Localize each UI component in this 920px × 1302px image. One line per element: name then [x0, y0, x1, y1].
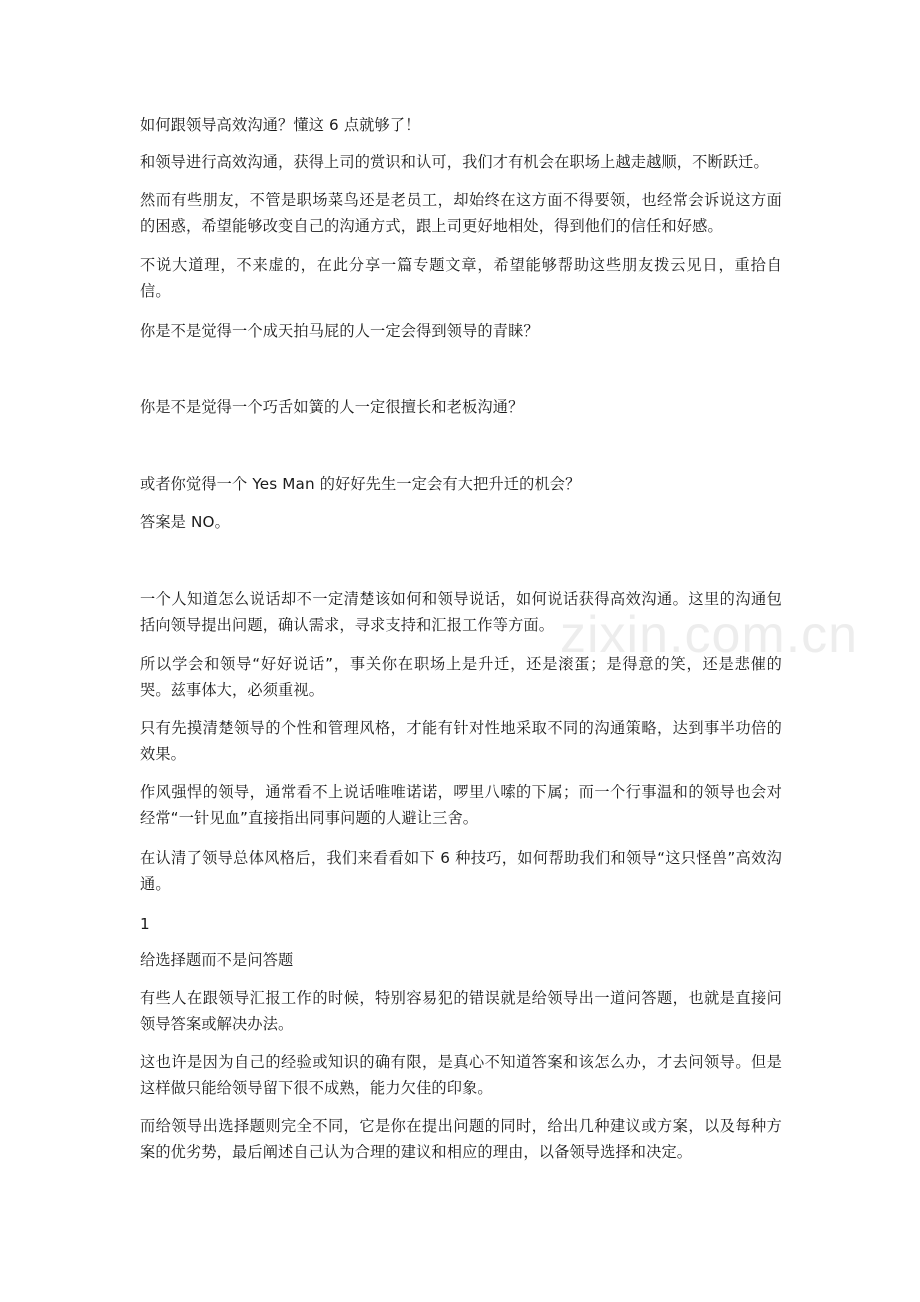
document-title: 如何跟领导高效沟通？懂这 6 点就够了！	[140, 116, 421, 134]
paragraph: 你是不是觉得一个成天拍马屁的人一定会得到领导的青睐？	[140, 322, 539, 340]
section-heading: 给选择题而不是问答题	[140, 951, 294, 969]
paragraph: 一个人知道怎么说话却不一定清楚该如何和领导说话，如何说话获得高效沟通。这里的沟通包括向领导提出问题，确认需求，寻求支持和汇报工作等方面。	[140, 590, 782, 634]
paragraph: 而给领导出选择题则完全不同，它是你在提出问题的同时，给出几种建议或方案，以及每种方案的优劣势，最后阐述自己认为合理的建议和相应的理由，以备领导选择和决定。	[140, 1117, 782, 1161]
paragraph: 然而有些朋友，不管是职场菜鸟还是老员工，却始终在这方面不得要领，也经常会诉说这方面的困惑，希望能够改变自己的沟通方式，跟上司更好地相处，得到他们的信任和好感。	[140, 191, 782, 235]
paragraph: 在认清了领导总体风格后，我们来看看如下 6 种技巧，如何帮助我们和领导“这只怪兽”高效沟通。	[140, 849, 782, 893]
paragraph: 作风强悍的领导，通常看不上说话唯唯诺诺，啰里八嗦的下属；而一个行事温和的领导也会对经常“一针见血”直接指出同事问题的人避让三舍。	[140, 783, 782, 827]
paragraph: 或者你觉得一个 Yes Man 的好好先生一定会有大把升迁的机会？	[140, 475, 581, 493]
paragraph: 有些人在跟领导汇报工作的时候，特别容易犯的错误就是给领导出一道问答题，也就是直接问领导答案或解决办法。	[140, 989, 782, 1033]
paragraph: 这也许是因为自己的经验或知识的确有限，是真心不知道答案和该怎么办，才去问领导。但是这样做只能给领导留下很不成熟，能力欠佳的印象。	[140, 1053, 782, 1097]
paragraph: 你是不是觉得一个巧舌如簧的人一定很擅长和老板沟通？	[140, 398, 524, 416]
paragraph: 答案是 NO。	[140, 513, 230, 531]
section-number: 1	[140, 915, 150, 933]
paragraph: 和领导进行高效沟通，获得上司的赏识和认可，我们才有机会在职场上越走越顺，不断跃迁。	[140, 153, 769, 171]
paragraph: 所以学会和领导“好好说话”，事关你在职场上是升迁，还是滚蛋；是得意的笑，还是悲催的哭。兹事体大，必须重视。	[140, 655, 782, 699]
paragraph: 只有先摸清楚领导的个性和管理风格，才能有针对性地采取不同的沟通策略，达到事半功倍的效果。	[140, 719, 782, 763]
paragraph: 不说大道理，不来虚的，在此分享一篇专题文章，希望能够帮助这些朋友拨云见日，重拾自信。	[140, 256, 782, 300]
watermark-text: zixin.com.cn	[560, 606, 859, 664]
